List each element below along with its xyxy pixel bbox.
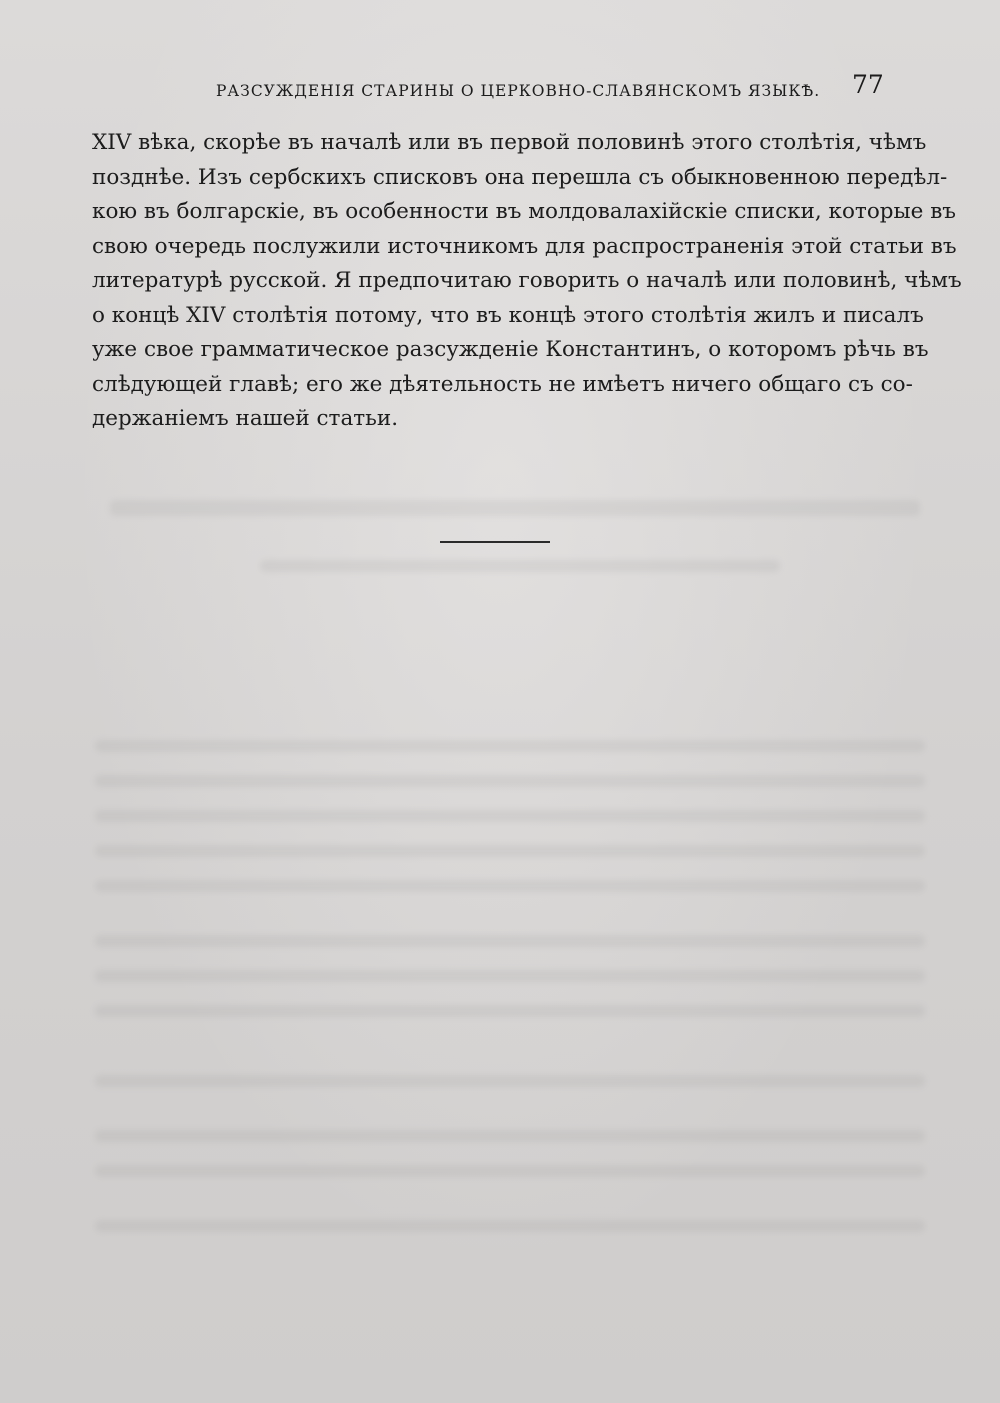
show-through-line <box>95 970 925 982</box>
section-divider-rule <box>440 541 550 543</box>
show-through-line <box>95 935 925 947</box>
page-number: 77 <box>852 70 884 99</box>
text-line: слѣдующей главѣ; его же дѣятельность не имѣетъ ничего общаго съ со- <box>92 371 913 397</box>
show-through-line <box>95 1220 925 1232</box>
show-through-line <box>95 1130 925 1142</box>
text-line: свою очередь послужили источникомъ для распространенія этой статьи въ <box>92 233 957 259</box>
show-through-heading <box>110 500 920 516</box>
text-line: о концѣ XIV столѣтія потому, что въ концѣ этого столѣтія жилъ и писалъ <box>92 302 924 328</box>
show-through-line <box>95 880 925 892</box>
text-line: позднѣе. Изъ сербскихъ списковъ она перешла съ обыкновенною передѣл- <box>92 164 948 190</box>
show-through-line <box>95 1075 925 1087</box>
text-line: литературѣ русской. Я предпочитаю говорить о началѣ или половинѣ, чѣмъ <box>92 268 962 293</box>
text-line: кою въ болгарскіе, въ особенности въ молдовалахійскіе списки, которые въ <box>92 199 956 224</box>
body-paragraph <box>92 126 962 437</box>
text-line: держаніемъ нашей статьи. <box>92 406 399 431</box>
show-through-line <box>95 1005 925 1017</box>
text-line: XIV вѣка, скорѣе въ началѣ или въ первой половинѣ этого столѣтія, чѣмъ <box>92 130 927 155</box>
show-through-line <box>95 845 925 857</box>
show-through-line <box>95 1165 925 1177</box>
running-head: РАЗСУЖДЕНІЯ СТАРИНЫ О ЦЕРКОВНО-СЛАВЯНСКОМЪ ЯЗЫКѢ. <box>216 82 821 100</box>
show-through-line <box>95 810 925 822</box>
show-through-subheading <box>260 560 780 572</box>
show-through-line <box>95 740 925 752</box>
show-through-line <box>95 775 925 787</box>
text-line: уже свое грамматическое разсужденіе Константинъ, о которомъ рѣчь въ <box>92 337 929 362</box>
